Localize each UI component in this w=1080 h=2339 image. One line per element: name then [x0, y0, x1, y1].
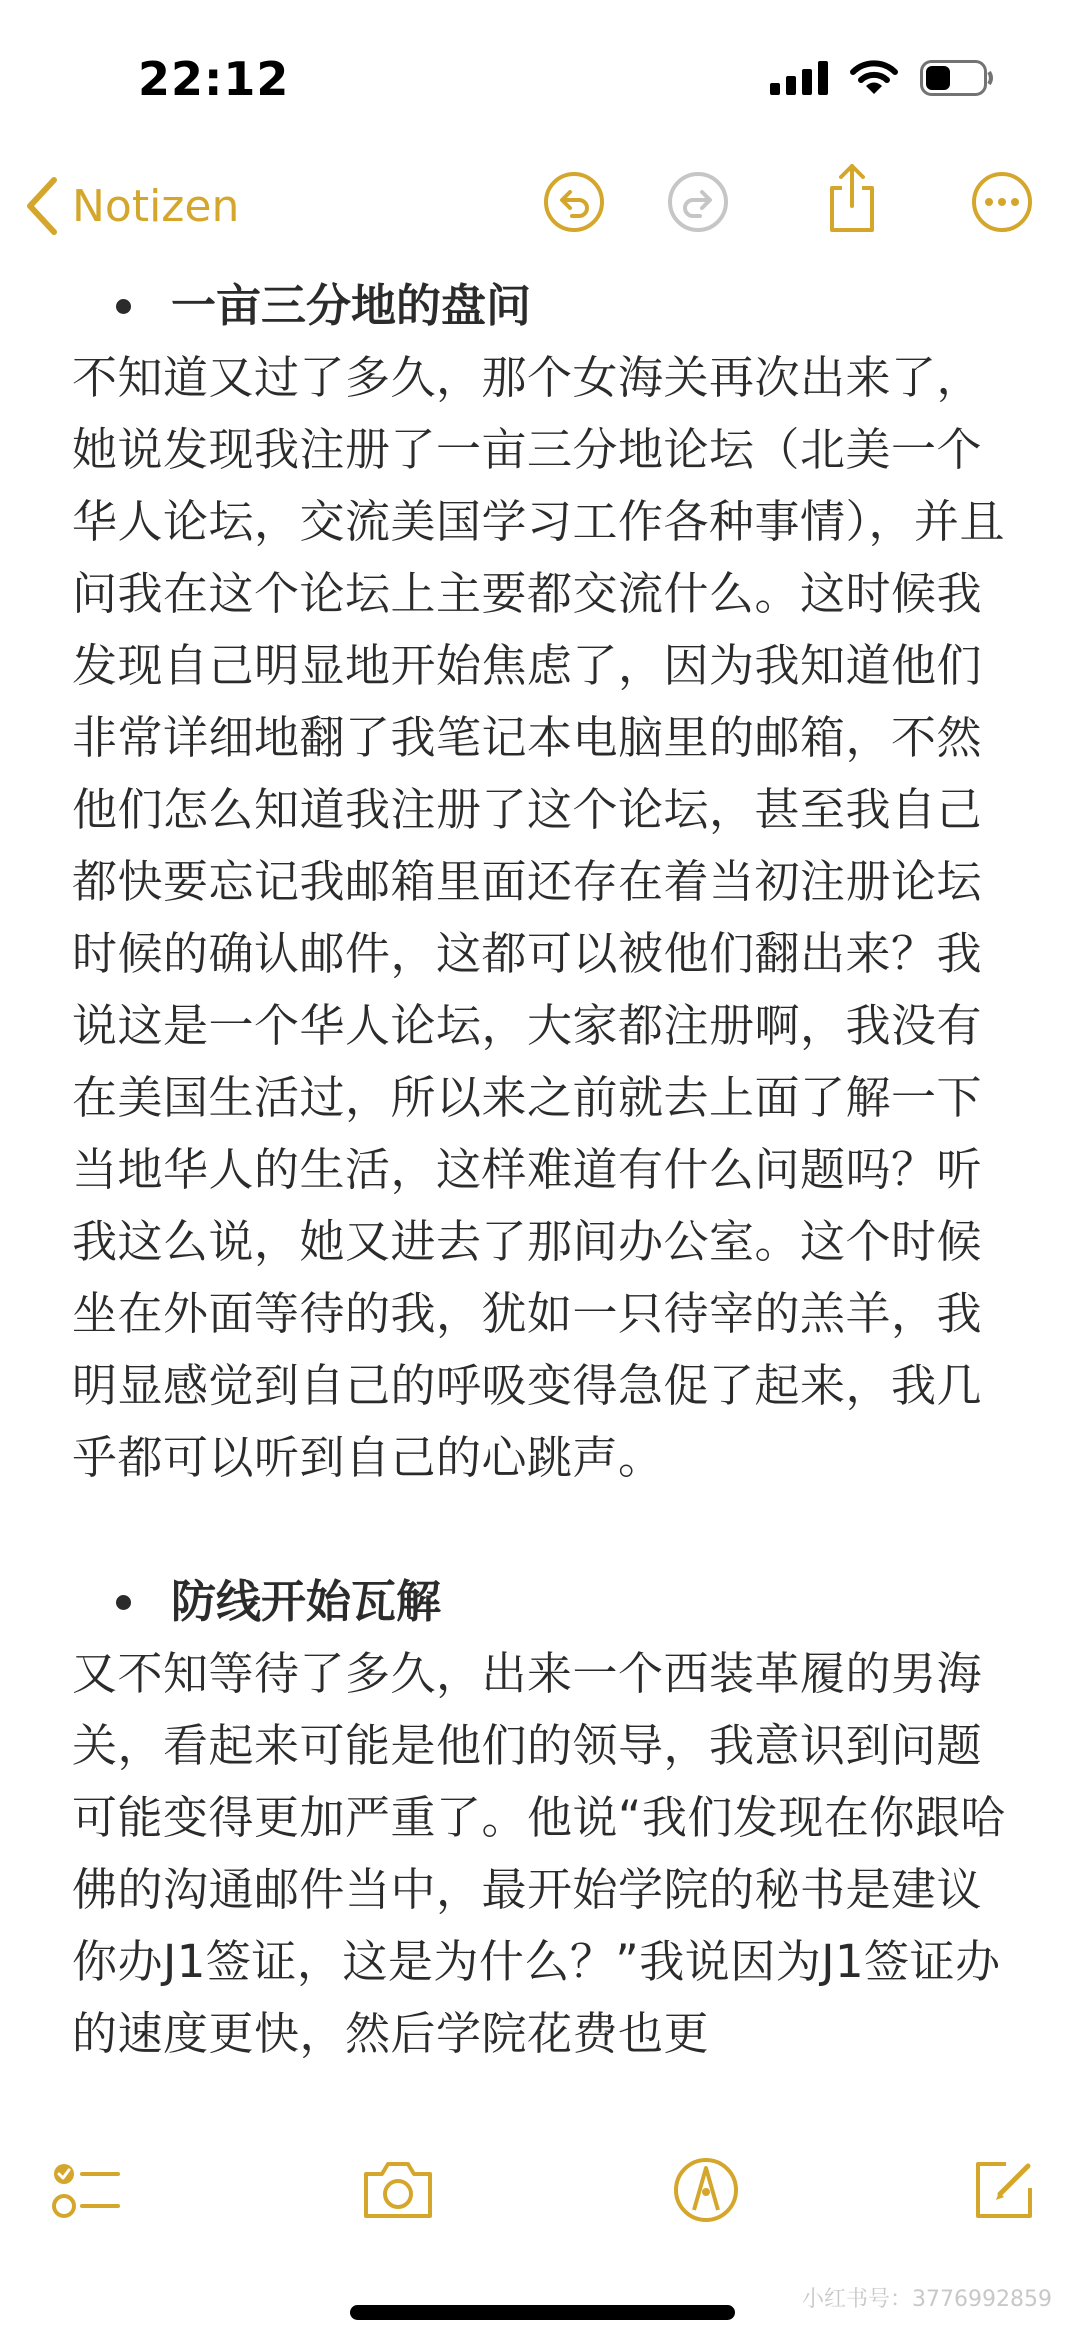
camera-icon[interactable] — [358, 2152, 438, 2228]
signal-icon — [770, 61, 828, 95]
undo-icon[interactable] — [542, 170, 606, 234]
bullet-icon — [116, 1595, 131, 1610]
bullet-icon — [116, 299, 131, 314]
share-icon[interactable] — [820, 162, 884, 234]
heading-text: 一亩三分地的盘问 — [171, 279, 532, 332]
battery-icon — [920, 60, 994, 96]
paragraph: 不知道又过了多久，那个女海关再次出来了，她说发现我注册了一亩三分地论坛（北美一个华人论坛，交流美国学习工作各种事情），并且问我在这个论坛上主要都交流什么。这时候我发现自己明显地开始焦虑了，因为我知道他们非常详细地翻了我笔记本电脑里的邮箱，不然他们怎么知道我注册了这个论坛，甚至我自己都快要忘记我邮箱里面还存在着当初注册论坛时候的确认邮件，这都可以被他们翻出来？我说这是一个华人论坛，大家都注册啊，我没有在美国生活过，所以来之前就去上面了解一下当地华人的生活，这样难道有什么问题吗？听我这么说，她又进去了那间办公室。这个时候坐在外面等待的我，犹如一只待宰的羔羊，我明显感觉到自己的呼吸变得急促了起来，我几乎都可以听到自己的心跳声。 — [72, 351, 1006, 1484]
redo-icon[interactable] — [666, 170, 730, 234]
note-content[interactable] — [72, 270, 1012, 2070]
paragraph: 又不知等待了多久，出来一个西装革履的男海关，看起来可能是他们的领导，我意识到问题可能变得更加严重了。他说“我们发现在你跟哈佛的沟通邮件当中，最开始学院的秘书是建议你办J1签证，这是为什么？”我说因为J1签证办的速度更快，然后学院花费也更 — [72, 1647, 1006, 2060]
wifi-icon — [850, 60, 898, 96]
section-heading — [72, 1566, 1012, 1638]
section-heading — [72, 270, 1012, 342]
status-bar — [0, 0, 1080, 150]
back-button[interactable] — [22, 174, 239, 238]
status-time: 22:12 — [138, 52, 290, 106]
home-indicator[interactable] — [350, 2305, 735, 2320]
checklist-icon[interactable] — [48, 2152, 124, 2228]
markup-icon[interactable] — [668, 2152, 744, 2228]
more-icon[interactable] — [970, 170, 1034, 234]
status-icons — [770, 60, 994, 96]
chevron-left-icon — [22, 174, 62, 238]
bottom-toolbar — [0, 2140, 1080, 2260]
blank-line — [72, 1494, 1012, 1566]
back-label: Notizen — [72, 180, 240, 232]
nav-bar — [0, 160, 1080, 260]
heading-text: 防线开始瓦解 — [171, 1575, 442, 1628]
watermark: 小红书号：3776992859 — [802, 2287, 1052, 2312]
compose-icon[interactable] — [966, 2152, 1042, 2228]
